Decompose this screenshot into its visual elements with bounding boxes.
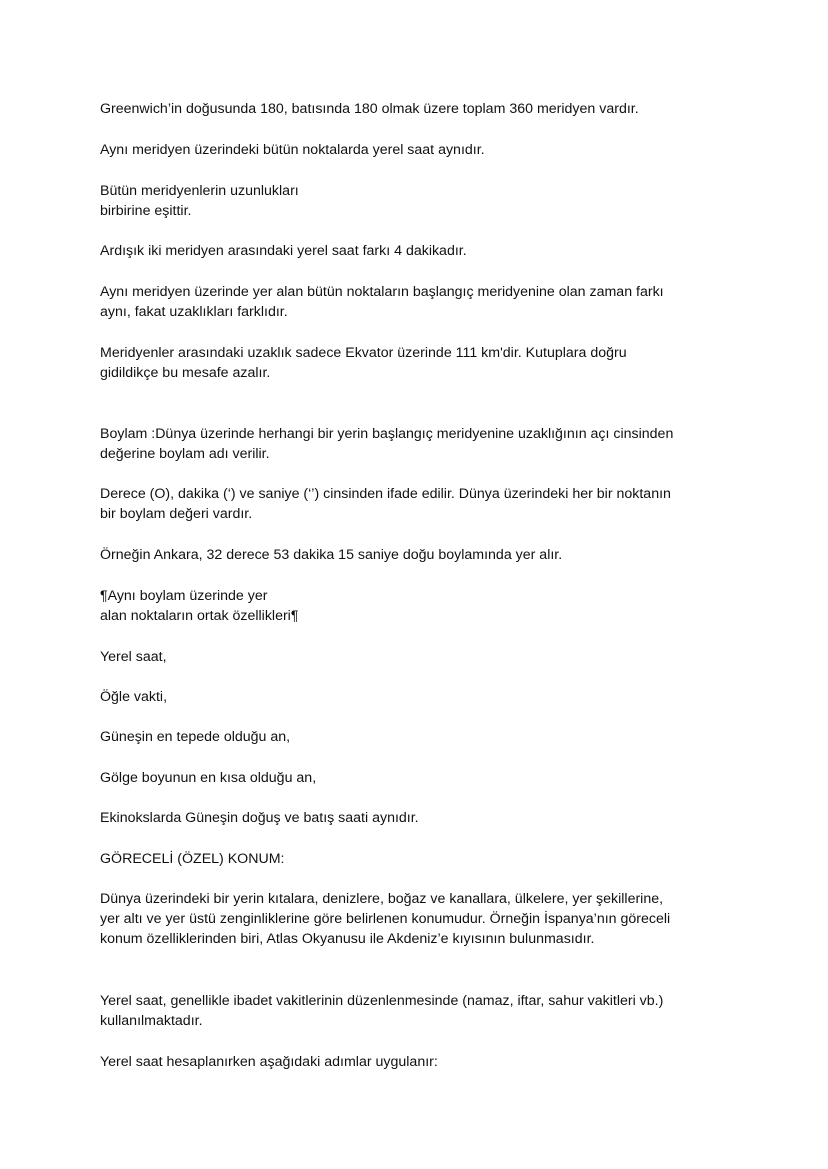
- paragraph-noon: Öğle vakti,: [100, 689, 168, 705]
- paragraph-equinox: Ekinokslarda Güneşin doğuş ve batış saati aynıdır.: [100, 810, 419, 826]
- paragraph-calculation-steps: Yerel saat hesaplanırken aşağıdaki adımlar uygulanır:: [100, 1054, 438, 1070]
- paragraph-worship-times: Yerel saat, genellikle ibadet vakitlerinin düzenlenmesinde (namaz, iftar, sahur vakitleri vb.) kullanılmaktadır.: [100, 993, 664, 1029]
- paragraph-time-difference: Aynı meridyen üzerinde yer alan bütün noktaların başlangıç meridyenine olan zaman farkı aynı, fakat uzaklıkları farklıdır.: [100, 284, 664, 320]
- paragraph-sun-highest: Güneşin en tepede olduğu an,: [100, 729, 291, 745]
- paragraph-meridian-count: Greenwich’in doğusunda 180, batısında 180 olmak üzere toplam 360 meridyen vardır.: [100, 101, 639, 117]
- paragraph-common-features-title: ¶Aynı boylam üzerinde yer alan noktaların ortak özellikleri¶: [100, 588, 299, 624]
- paragraph-same-local-time: Aynı meridyen üzerindeki bütün noktalarda yerel saat aynıdır.: [100, 142, 485, 158]
- paragraph-ankara-example: Örneğin Ankara, 32 derece 53 dakika 15 saniye doğu boylamında yer alır.: [100, 547, 563, 563]
- paragraph-local-time: Yerel saat,: [100, 649, 167, 665]
- paragraph-distance-equator: Meridyenler arasındaki uzaklık sadece Ekvator üzerinde 111 km'dir. Kutuplara doğru gidildikçe bu mesafe azalır.: [100, 345, 627, 381]
- section-heading-relative-location: GÖRECELİ (ÖZEL) KONUM:: [100, 851, 285, 867]
- paragraph-shortest-shadow: Gölge boyunun en kısa olduğu an,: [100, 770, 317, 786]
- paragraph-degree-minute-second: Derece (O), dakika (‘) ve saniye (‘’) cinsinden ifade edilir. Dünya üzerindeki her bir noktanın bir boylam değeri vardır.: [100, 486, 671, 522]
- paragraph-equal-length: Bütün meridyenlerin uzunlukları birbirine eşittir.: [100, 183, 299, 219]
- paragraph-longitude-definition: Boylam :Dünya üzerinde herhangi bir yerin başlangıç meridyenine uzaklığının açı cinsinden değerine boylam adı verilir.: [100, 426, 674, 462]
- paragraph-four-minutes: Ardışık iki meridyen arasındaki yerel saat farkı 4 dakikadır.: [100, 243, 467, 259]
- paragraph-relative-location: Dünya üzerindeki bir yerin kıtalara, denizlere, boğaz ve kanallara, ülkelere, yer şekillerine, yer altı ve yer üstü zenginliklerine göre belirlenen konumudur. Örneğin İspanya’nın göreceli konum özelliklerinden biri, Atlas Okyanusu ile Akdeniz’e kıyısının bulunmasıdır.: [100, 891, 671, 947]
